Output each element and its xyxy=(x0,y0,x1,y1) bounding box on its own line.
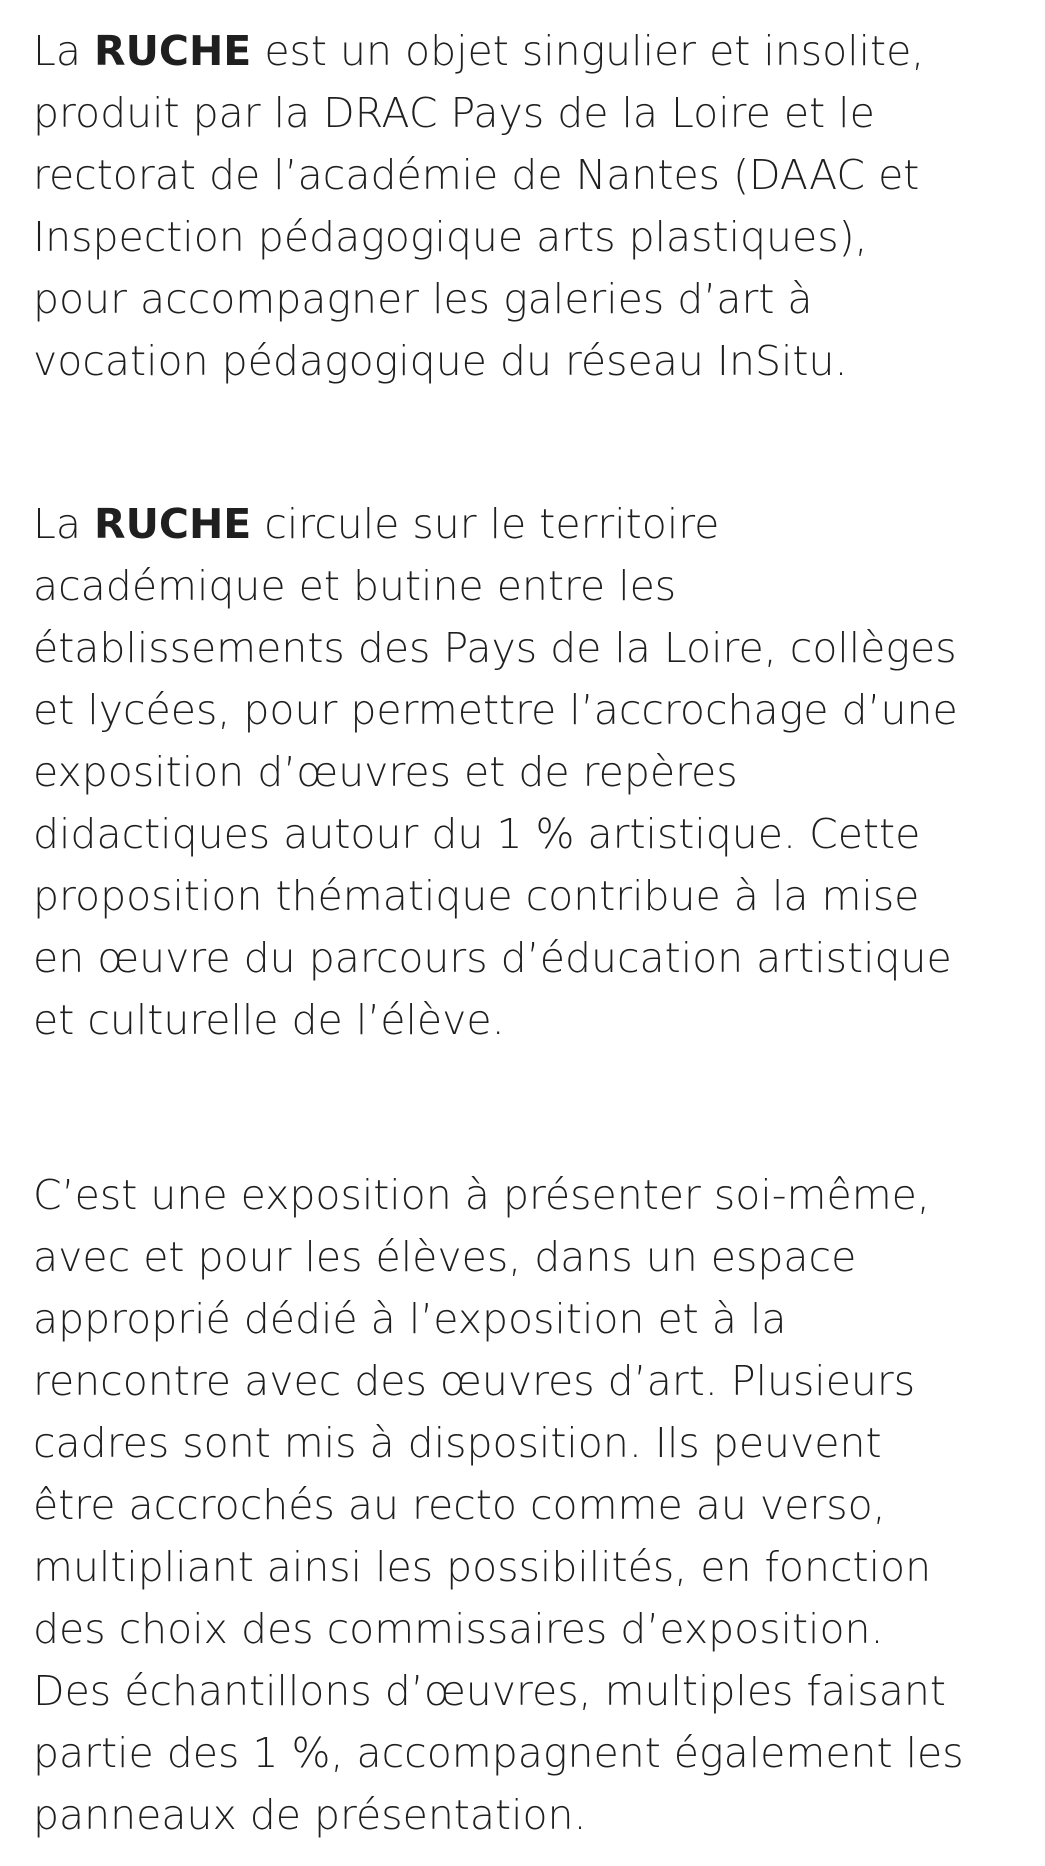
text-line: en œuvre du parcours d’éducation artistique xyxy=(33,934,952,982)
text-line: approprié dédié à l’exposition et à la xyxy=(33,1295,787,1343)
text-span: est un objet singulier et insolite, xyxy=(251,27,925,75)
text-line: didactiques autour du 1 % artistique. Cette xyxy=(33,810,921,858)
text-line: rencontre avec des œuvres d’art. Plusieurs xyxy=(33,1357,916,1405)
text-line: exposition d’œuvres et de repères xyxy=(33,748,738,796)
text-line: panneaux de présentation. xyxy=(33,1791,587,1839)
text-line: partie des 1 %, accompagnent également les xyxy=(33,1729,964,1777)
text-line: académique et butine entre les xyxy=(33,562,677,610)
ruche-name: RUCHE xyxy=(94,500,252,548)
paragraph-exhibition xyxy=(33,1164,1033,1846)
text-line: vocation pédagogique du réseau InSitu. xyxy=(33,337,848,385)
text-line: pour accompagner les galeries d’art à xyxy=(33,275,813,323)
text-line: multipliant ainsi les possibilités, en fonction xyxy=(33,1543,932,1591)
text-line: cadres sont mis à disposition. Ils peuvent xyxy=(33,1419,882,1467)
paragraph-intro xyxy=(33,20,1033,392)
text-line xyxy=(33,20,1033,82)
text-line: C’est une exposition à présenter soi-même, xyxy=(33,1171,930,1219)
text-span: circule sur le territoire xyxy=(251,500,720,548)
text-line xyxy=(33,493,1033,555)
text-line: et culturelle de l’élève. xyxy=(33,996,505,1044)
text-line: être accrochés au recto comme au verso, xyxy=(33,1481,886,1529)
text-line: Inspection pédagogique arts plastiques), xyxy=(33,213,868,261)
text-line: et lycées, pour permettre l’accrochage d’une xyxy=(33,686,958,734)
text-line: produit par la DRAC Pays de la Loire et le xyxy=(33,89,875,137)
text-line: Des échantillons d’œuvres, multiples faisant xyxy=(33,1667,946,1715)
ruche-name: RUCHE xyxy=(94,27,252,75)
text-line: des choix des commissaires d’exposition. xyxy=(33,1605,884,1653)
text-span: La xyxy=(33,27,94,75)
text-line: avec et pour les élèves, dans un espace xyxy=(33,1233,857,1281)
text-line: rectorat de l’académie de Nantes (DAAC et xyxy=(33,151,920,199)
text-span: La xyxy=(33,500,94,548)
paragraph-circulation xyxy=(33,493,1033,1051)
article-body xyxy=(33,20,1033,1846)
text-line: proposition thématique contribue à la mise xyxy=(33,872,920,920)
text-line: établissements des Pays de la Loire, collèges xyxy=(33,624,957,672)
